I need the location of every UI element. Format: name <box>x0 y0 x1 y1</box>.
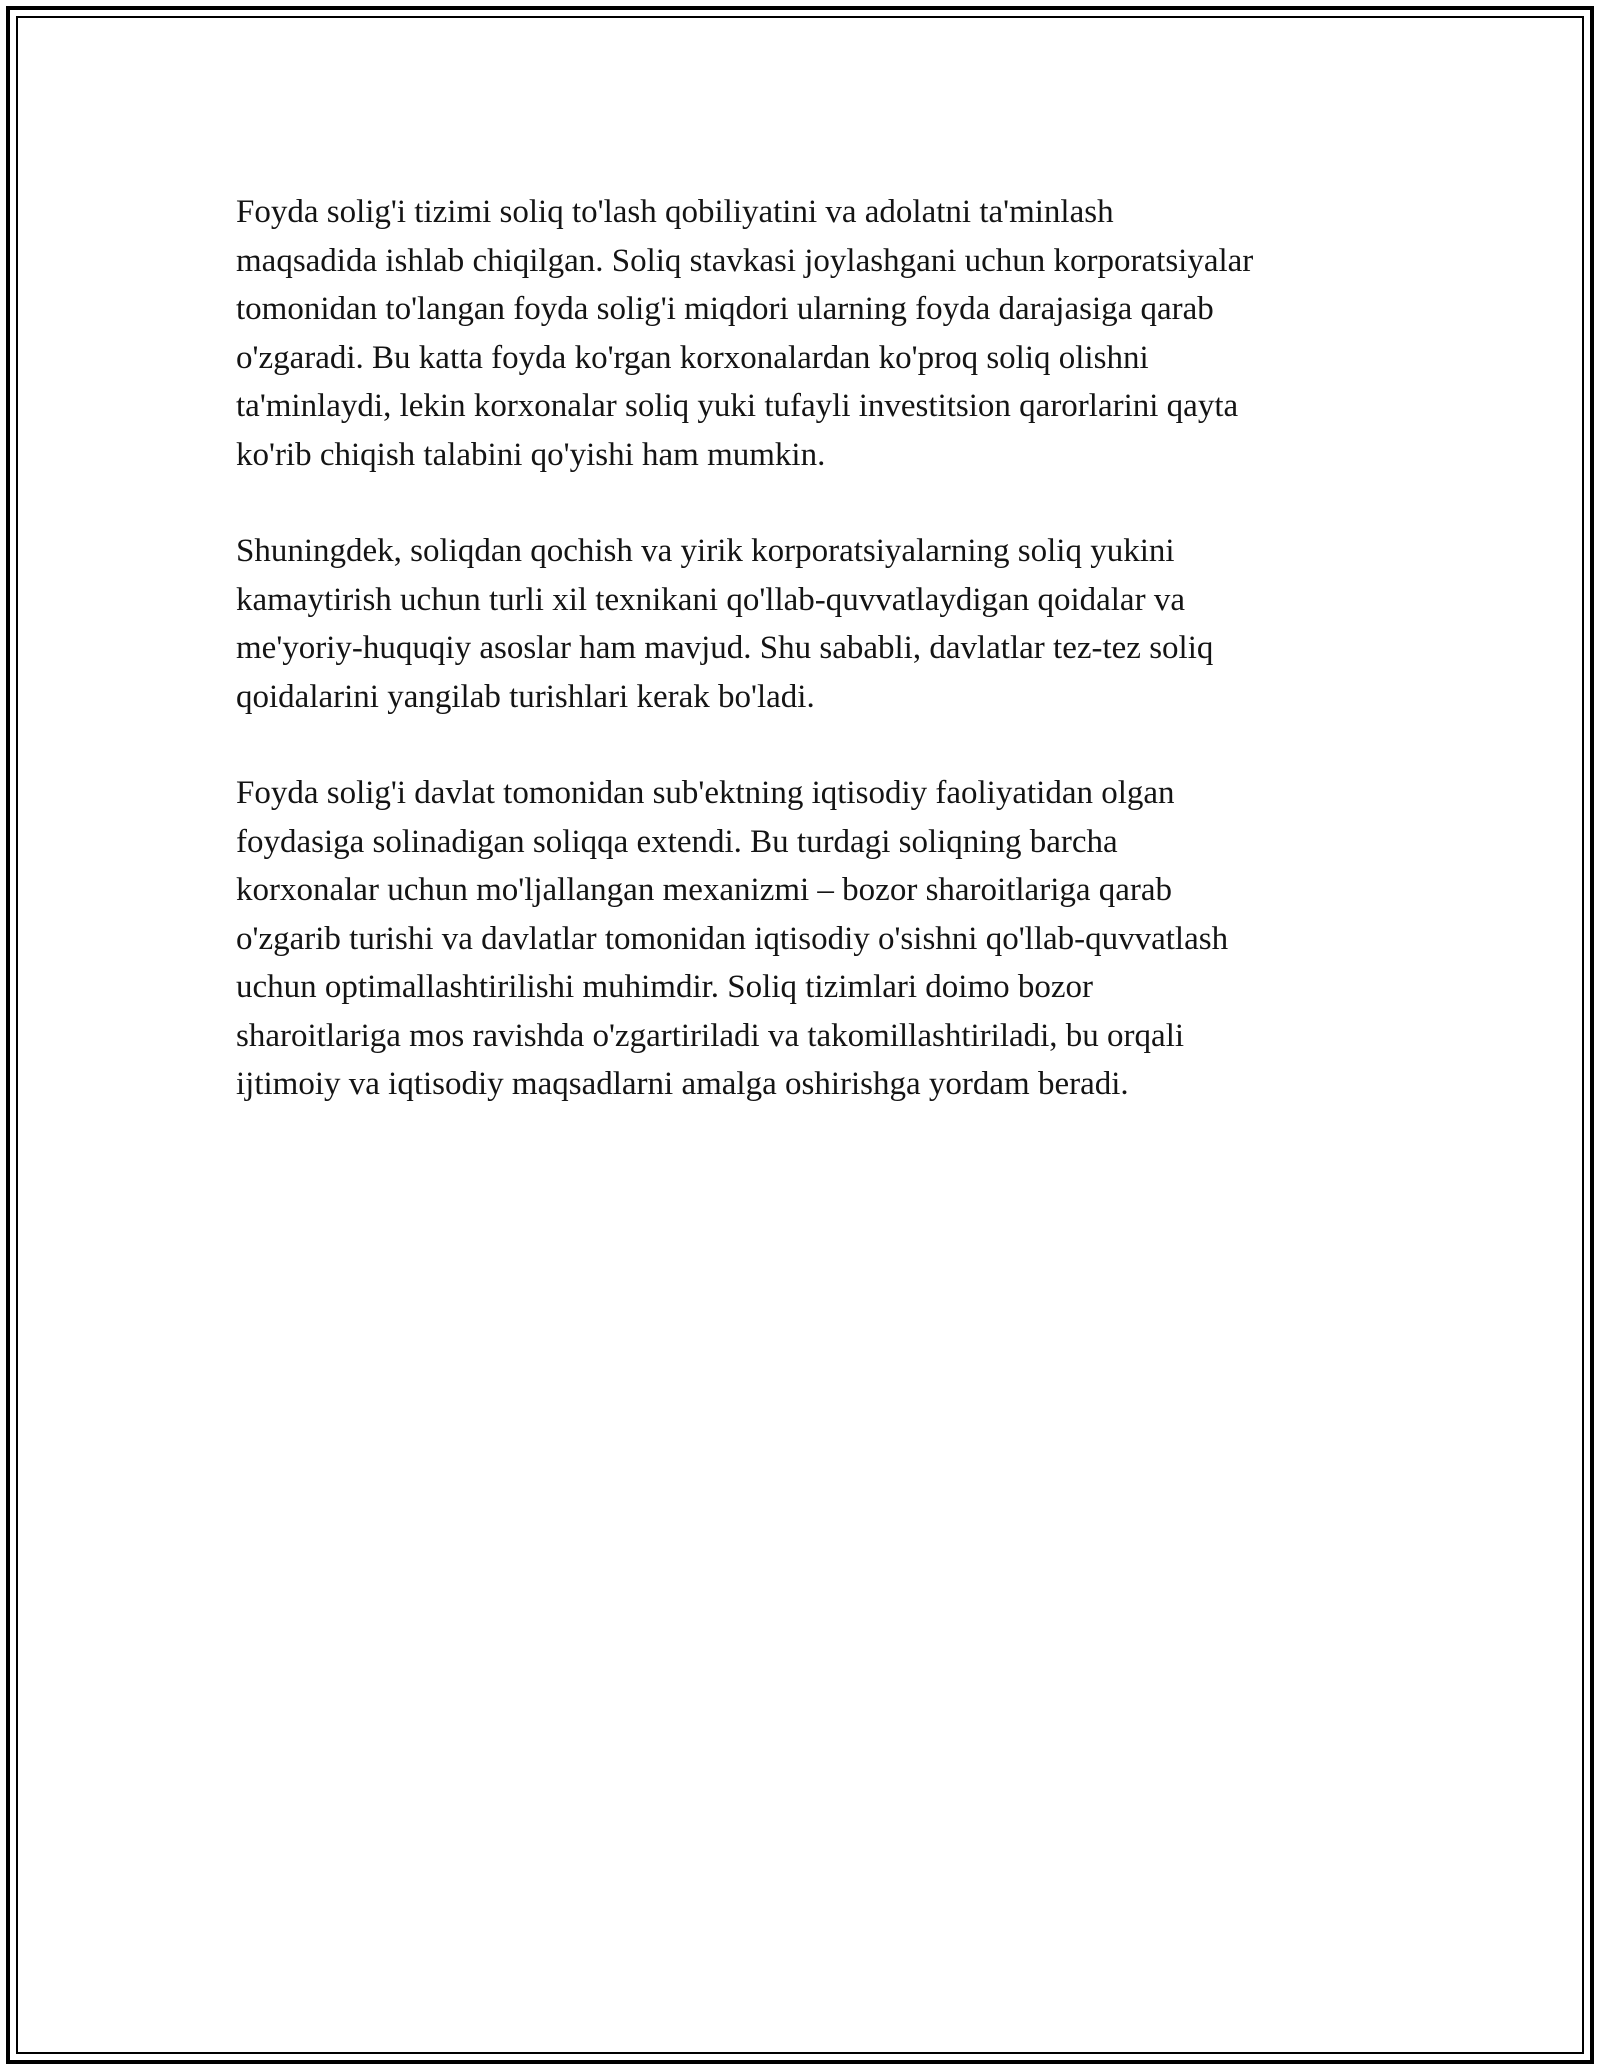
paragraph-2: Shuningdek, soliqdan qochish va yirik korporatsiyalarning soliq yukini kamaytirish uchun turli xil texnikani qo'llab-quvvatlaydigan qoidalar va me'yoriy-huquqiy asoslar ham mavjud. Shu sababli, davlatlar tez-tez soliq qoidalarini yangilab turishlari kerak bo'ladi. <box>236 533 1214 715</box>
paragraph-3: Foyda solig'i davlat tomonidan sub'ektning iqtisodiy faoliyatidan olgan foydasiga solinadigan soliqqa extendi. Bu turdagi soliqning barcha korxonalar uchun mo'ljallangan mexanizmi – bozor sharoitlariga qarab o'zgarib turishi va davlatlar tomonidan iqtisodiy o'sishni qo'llab-quvvatlash uchun optimallashtirilishi muhimdir. Soliq tizimlari doimo bozor sharoitlariga mos ravishda o'zgartiriladi va takomillashtiriladi, bu orqali ijtimoiy va iqtisodiy maqsadlarni amalga oshirishga yordam beradi. <box>236 775 1229 1102</box>
document-body <box>236 188 1416 1157</box>
paragraph-1: Foyda solig'i tizimi soliq to'lash qobiliyatini va adolatni ta'minlash maqsadida ishlab chiqilgan. Soliq stavkasi joylashgani uchun korporatsiyalar tomonidan to'langan foyda solig'i miqdori ularning foyda darajasiga qarab o'zgaradi. Bu katta foyda ko'rgan korxonalardan ko'proq soliq olishni ta'minlaydi, lekin korxonalar soliq yuki tufayli investitsion qarorlarini qayta ko'rib chiqish talabini qo'yishi ham mumkin. <box>236 194 1254 473</box>
